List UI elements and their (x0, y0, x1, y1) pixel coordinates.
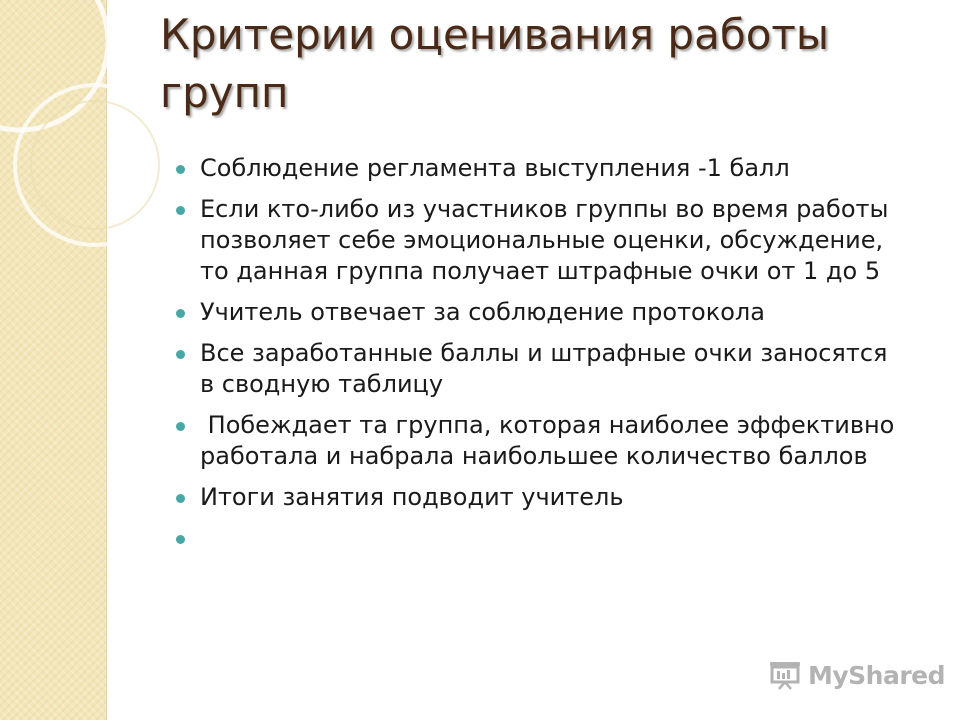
bullet-text: Побеждает та группа, которая наиболее эффективно работала и набрала наибольшее количество баллов (200, 411, 902, 470)
bullet-marker (176, 309, 185, 318)
bullet-marker (176, 206, 185, 215)
projector-screen-icon (768, 660, 802, 690)
bullet-item (176, 338, 896, 400)
bullet-item (176, 482, 896, 513)
bullet-item (176, 153, 896, 184)
bullet-list (176, 153, 902, 555)
bullet-marker (176, 535, 185, 544)
bullet-item (176, 194, 899, 287)
bullet-text: Если кто-либо из участников группы во время работы позволяет себе эмоциональные оценки, обсуждение, то данная группа получает штрафные очки от 1 до 5 (200, 195, 899, 285)
bullet-marker (176, 350, 185, 359)
bullet-item-empty (176, 523, 896, 545)
bullet-text: Итоги занятия подводит учитель (200, 483, 624, 511)
bullet-marker (176, 165, 185, 174)
watermark-text: MyShared (808, 660, 946, 690)
bullet-item (176, 297, 896, 328)
bullet-text: Соблюдение регламента выступления -1 балл (200, 154, 790, 182)
bullet-marker (176, 494, 185, 503)
bullet-text: Все заработанные баллы и штрафные очки заносятся в сводную таблицу (200, 339, 896, 398)
bullet-marker (176, 422, 185, 431)
watermark (768, 658, 945, 692)
bullet-text: Учитель отвечает за соблюдение протокола (200, 298, 765, 326)
bullet-item (176, 410, 902, 472)
slide-title: Критерии оценивания работы групп (160, 10, 830, 117)
